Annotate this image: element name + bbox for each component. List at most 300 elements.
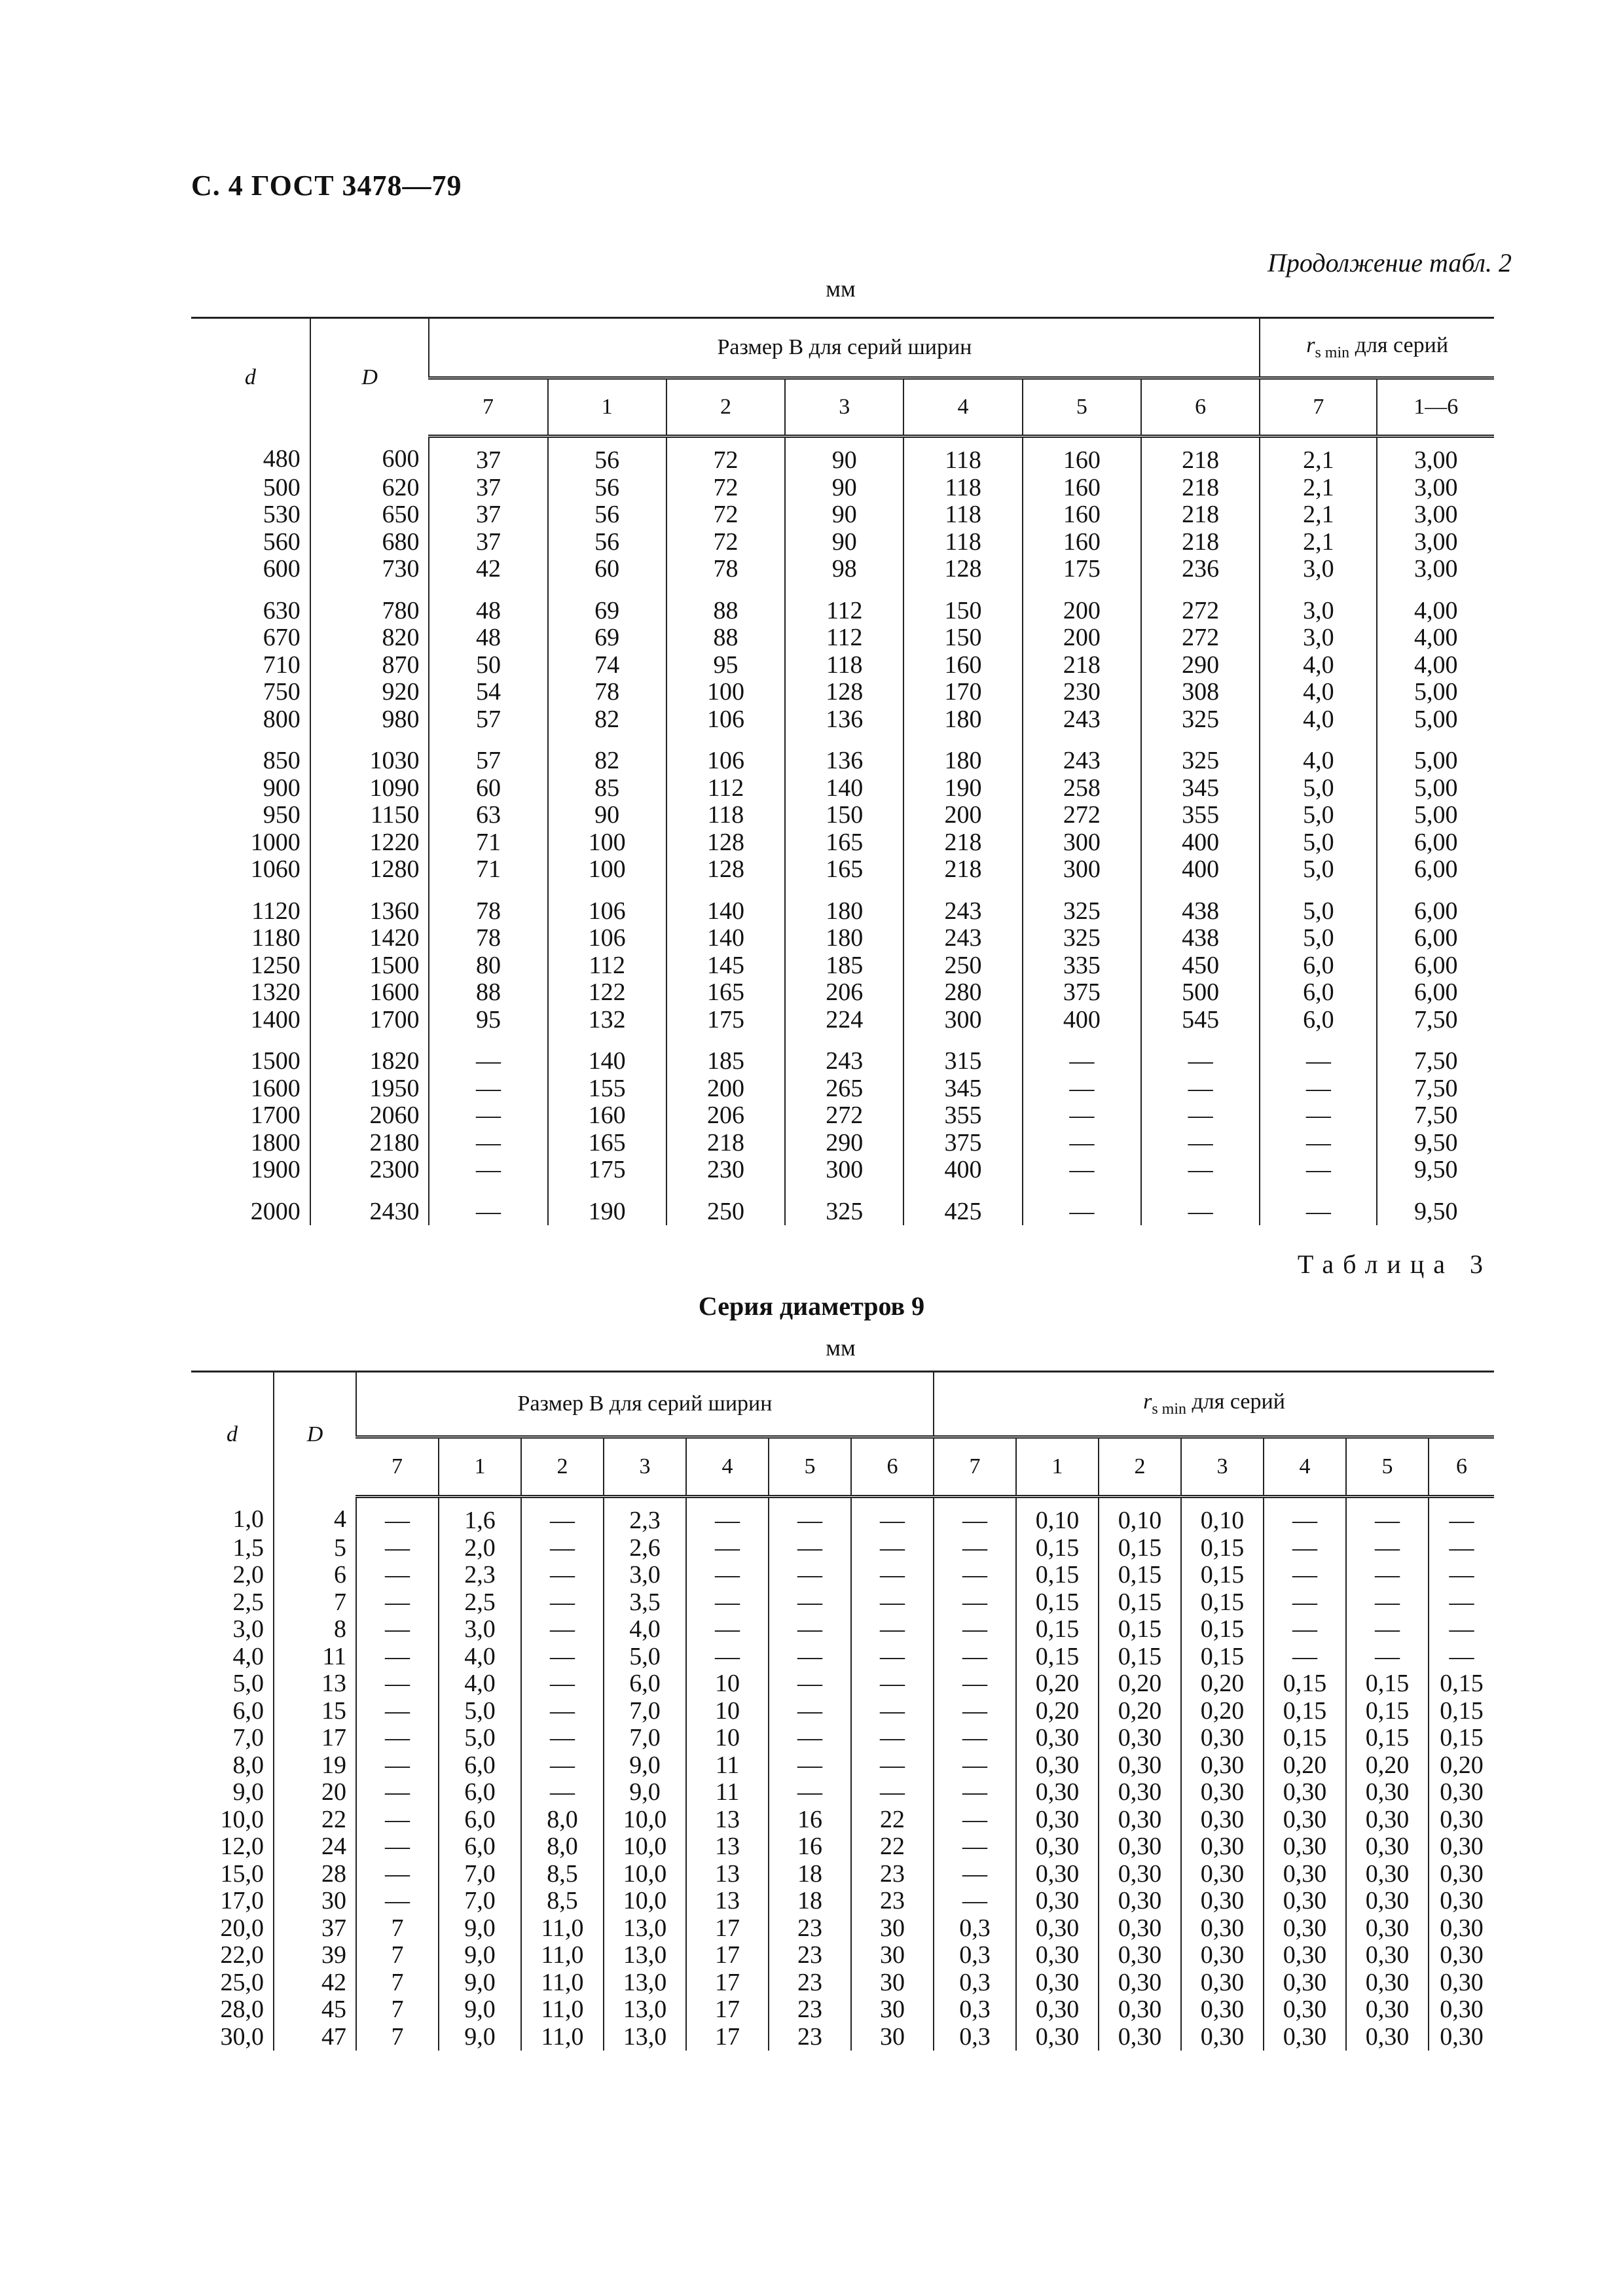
table-cell: 2000: [250, 1197, 301, 1225]
table-cell: —: [429, 1130, 547, 1157]
table-cell: 6,00: [1377, 952, 1494, 980]
table-cell: 0,30: [1181, 1833, 1264, 1861]
table-row: [191, 1033, 1494, 1075]
table-cell: 17: [686, 1942, 769, 1969]
table-cell: 4,00: [1377, 583, 1494, 625]
radius-series-6-header: 6: [1429, 1437, 1494, 1497]
table-cell: 0,30: [1264, 1996, 1346, 2024]
table-cell: 480: [263, 444, 301, 473]
table-cell: 0,20: [1429, 1752, 1494, 1780]
table-row: [191, 1861, 1494, 1888]
table-cell: 218: [1023, 652, 1141, 679]
table-cell: —: [521, 1752, 604, 1780]
table-cell: 82: [548, 706, 666, 734]
table-cell: 5,0: [1260, 856, 1377, 884]
table-cell: 0,30: [1099, 1833, 1181, 1861]
table-cell: 980: [310, 706, 429, 734]
table-cell: 37: [274, 1915, 356, 1943]
table-cell: 60: [548, 556, 666, 583]
table-cell: 106: [548, 884, 666, 925]
radius-series-2-header: 2: [1099, 1437, 1181, 1497]
table-cell: —: [769, 1752, 851, 1780]
table-cell: 11: [274, 1643, 356, 1671]
table-cell: 90: [785, 437, 903, 475]
radius-series-5-header: 5: [1346, 1437, 1429, 1497]
table-cell: 680: [310, 529, 429, 556]
width-series-5-header: 5: [1023, 378, 1141, 437]
table-cell: 1820: [310, 1033, 429, 1075]
table-cell: 0,30: [1181, 1996, 1264, 2024]
table-cell: 190: [903, 775, 1022, 802]
table-cell: —: [934, 1670, 1016, 1698]
table-cell: 13: [274, 1670, 356, 1698]
table-cell: —: [429, 1075, 547, 1103]
table-cell: —: [851, 1725, 934, 1752]
table-cell: 243: [903, 925, 1022, 952]
table-cell: 37: [429, 475, 547, 502]
table-cell: 1800: [250, 1128, 301, 1157]
table-cell: 4,0: [439, 1643, 521, 1671]
table-cell: —: [521, 1698, 604, 1725]
table-cell: —: [934, 1779, 1016, 1806]
table-cell: —: [769, 1616, 851, 1643]
table-cell: —: [934, 1497, 1016, 1535]
table-cell: —: [851, 1535, 934, 1562]
table-cell: 0,30: [1264, 1833, 1346, 1861]
r-suffix: для серий: [1349, 333, 1449, 357]
table-cell: 20,0: [220, 1914, 264, 1942]
table-row: [191, 1589, 1494, 1617]
table-cell: 0,30: [1099, 1996, 1181, 2024]
table-cell: 0,30: [1099, 1942, 1181, 1969]
table-cell: 1,5: [232, 1534, 264, 1562]
table-cell: 72: [666, 501, 785, 529]
table-cell: 0,15: [1099, 1643, 1181, 1671]
table-cell: 5,0: [604, 1643, 686, 1671]
radius-series-4-header: 4: [1264, 1437, 1346, 1497]
table-cell: —: [1429, 1616, 1494, 1643]
table-cell: —: [1141, 1157, 1260, 1184]
table-cell: 175: [1023, 556, 1141, 583]
table-cell: 12,0: [220, 1833, 264, 1860]
table-row: [191, 679, 1494, 706]
table-row: [191, 529, 1494, 556]
table-cell: 2,0: [232, 1561, 264, 1588]
table-cell: 0,30: [1264, 1915, 1346, 1943]
table-cell: 1120: [251, 897, 301, 925]
width-series-label: Размер B для серий ширин: [517, 1391, 773, 1416]
width-series-2-header: 2: [666, 378, 785, 437]
table-cell: —: [1346, 1562, 1429, 1589]
table-row: [191, 856, 1494, 884]
table-cell: 10,0: [604, 1861, 686, 1888]
table-cell: 0,30: [1016, 1752, 1099, 1780]
table-row: [191, 1725, 1494, 1752]
table-cell: 200: [1023, 624, 1141, 652]
table-cell: 128: [903, 556, 1022, 583]
table-cell: —: [521, 1497, 604, 1535]
table-cell: 1420: [310, 925, 429, 952]
table-cell: —: [769, 1643, 851, 1671]
table-cell: 13: [686, 1888, 769, 1915]
table-cell: —: [934, 1562, 1016, 1589]
table-cell: 6,00: [1377, 979, 1494, 1007]
table-row: [191, 1833, 1494, 1861]
table-cell: 1500: [250, 1047, 301, 1075]
table-cell: 0,30: [1429, 1969, 1494, 1997]
table-cell: 230: [666, 1157, 785, 1184]
table-cell: —: [1429, 1643, 1494, 1671]
table-cell: 10,0: [220, 1805, 264, 1833]
table-cell: 6,00: [1377, 925, 1494, 952]
table3-label: Таблица 3: [1297, 1249, 1492, 1279]
table-cell: 236: [1141, 556, 1260, 583]
table-cell: 6,00: [1377, 829, 1494, 857]
table-cell: 2,1: [1260, 529, 1377, 556]
table-cell: 920: [310, 679, 429, 706]
table-cell: 0,10: [1016, 1497, 1099, 1535]
table-cell: 10: [686, 1698, 769, 1725]
table-cell: 243: [903, 884, 1022, 925]
table-cell: 400: [903, 1157, 1022, 1184]
table-cell: 5,0: [439, 1698, 521, 1725]
table-cell: 17: [274, 1725, 356, 1752]
table-cell: 118: [903, 501, 1022, 529]
table-cell: 224: [785, 1007, 903, 1034]
table-cell: 243: [785, 1033, 903, 1075]
table-cell: 0,30: [1346, 1861, 1429, 1888]
table-cell: 0,30: [1346, 1833, 1429, 1861]
table-cell: 0,30: [1099, 1861, 1181, 1888]
table-cell: 7,50: [1377, 1007, 1494, 1034]
table-cell: 730: [310, 556, 429, 583]
table-cell: 150: [903, 583, 1022, 625]
table-cell: 24: [274, 1833, 356, 1861]
table-cell: —: [851, 1616, 934, 1643]
table-cell: 200: [666, 1075, 785, 1103]
table-cell: 438: [1141, 925, 1260, 952]
table-cell: 0,30: [1429, 1833, 1494, 1861]
table-cell: 56: [548, 529, 666, 556]
table-cell: 118: [903, 437, 1022, 475]
table-cell: 69: [548, 583, 666, 625]
table-cell: 16: [769, 1806, 851, 1834]
table-row: [191, 1616, 1494, 1643]
table-cell: —: [356, 1725, 439, 1752]
table-cell: 118: [666, 802, 785, 829]
table-cell: —: [356, 1752, 439, 1780]
table-cell: 9,0: [604, 1752, 686, 1780]
table-cell: 0,3: [934, 2024, 1016, 2051]
table-cell: 170: [903, 679, 1022, 706]
table-cell: 155: [548, 1075, 666, 1103]
table-cell: 128: [666, 829, 785, 857]
table-row: [191, 802, 1494, 829]
table-cell: —: [356, 1497, 439, 1535]
table-cell: 7: [356, 1996, 439, 2024]
width-series-4-header: 4: [686, 1437, 769, 1497]
table-cell: 0,20: [1181, 1698, 1264, 1725]
table-cell: 95: [429, 1007, 547, 1034]
table-cell: —: [521, 1643, 604, 1671]
table-cell: 545: [1141, 1007, 1260, 1034]
table-cell: 7: [356, 1969, 439, 1997]
table-cell: 1250: [250, 951, 301, 979]
table-cell: 82: [548, 733, 666, 775]
table-cell: 180: [903, 706, 1022, 734]
table-cell: 0,15: [1429, 1698, 1494, 1725]
table-cell: 1950: [310, 1075, 429, 1103]
table-cell: 0,10: [1181, 1497, 1264, 1535]
table-cell: 0,15: [1346, 1725, 1429, 1752]
table-cell: 7: [356, 1915, 439, 1943]
table-cell: 112: [785, 624, 903, 652]
table-cell: —: [851, 1779, 934, 1806]
table-cell: —: [429, 1184, 547, 1226]
table-cell: 4,0: [232, 1642, 264, 1670]
table-cell: 4,0: [1260, 679, 1377, 706]
table-cell: 13: [686, 1861, 769, 1888]
table-cell: 180: [903, 733, 1022, 775]
r-symbol: r: [1306, 333, 1315, 357]
table-cell: 37: [429, 437, 547, 475]
table-cell: 0,30: [1099, 1888, 1181, 1915]
table-cell: 0,30: [1346, 1888, 1429, 1915]
table-cell: 450: [1141, 952, 1260, 980]
table-cell: 355: [903, 1102, 1022, 1130]
table-cell: 2180: [310, 1130, 429, 1157]
table-cell: —: [1264, 1562, 1346, 1589]
table-cell: 8,0: [521, 1806, 604, 1834]
table-cell: 128: [666, 856, 785, 884]
table-cell: 1030: [310, 733, 429, 775]
col-header-d: d: [191, 318, 310, 437]
table-cell: 0,30: [1181, 1861, 1264, 1888]
table-cell: 11: [686, 1779, 769, 1806]
radius-series-3-header: 3: [1181, 1437, 1264, 1497]
table-cell: 3,0: [604, 1562, 686, 1589]
table-cell: 0,10: [1099, 1497, 1181, 1535]
table-cell: —: [686, 1535, 769, 1562]
table-cell: —: [934, 1535, 1016, 1562]
table-row: [191, 583, 1494, 625]
table-cell: 0,15: [1181, 1589, 1264, 1617]
table-cell: 160: [1023, 529, 1141, 556]
table-cell: 22: [274, 1806, 356, 1834]
table-cell: 9,50: [1377, 1157, 1494, 1184]
table-cell: 78: [429, 884, 547, 925]
table-cell: 0,20: [1016, 1698, 1099, 1725]
table-cell: —: [769, 1725, 851, 1752]
r-subscript: s min: [1315, 344, 1350, 361]
table-cell: 1400: [250, 1005, 301, 1033]
table-cell: 54: [429, 679, 547, 706]
table-cell: —: [1141, 1075, 1260, 1103]
width-series-4-header: 4: [903, 378, 1022, 437]
table-cell: —: [521, 1589, 604, 1617]
table-cell: 30,0: [220, 2022, 264, 2051]
table-row: [191, 1007, 1494, 1034]
table-cell: 0,15: [1016, 1562, 1099, 1589]
radius-series-1—6-header: 1—6: [1377, 378, 1494, 437]
table-cell: 90: [785, 475, 903, 502]
table-cell: 0,15: [1181, 1562, 1264, 1589]
table-cell: 0,30: [1099, 1779, 1181, 1806]
width-series-1-header: 1: [548, 378, 666, 437]
table-cell: 345: [903, 1075, 1022, 1103]
table-cell: 1320: [250, 978, 301, 1006]
table-row: [191, 556, 1494, 583]
table-cell: —: [1141, 1184, 1260, 1226]
table-cell: 185: [785, 952, 903, 980]
table-cell: 8,5: [521, 1861, 604, 1888]
table-cell: 4: [274, 1497, 356, 1535]
table-cell: 78: [548, 679, 666, 706]
table-cell: 6,0: [232, 1696, 264, 1725]
table-cell: 6,0: [1260, 952, 1377, 980]
table-cell: 185: [666, 1033, 785, 1075]
col-group-radius-series: [1260, 318, 1494, 378]
table-cell: 165: [666, 979, 785, 1007]
table-cell: 2,1: [1260, 437, 1377, 475]
table-cell: 345: [1141, 775, 1260, 802]
table-cell: 13: [686, 1806, 769, 1834]
table-cell: 2,6: [604, 1535, 686, 1562]
table-cell: 9,50: [1377, 1130, 1494, 1157]
col-group-width-series: [429, 318, 1260, 378]
table-row: [191, 979, 1494, 1007]
table-cell: 180: [785, 884, 903, 925]
table-cell: 9,50: [1377, 1184, 1494, 1226]
table-cell: —: [686, 1497, 769, 1535]
table-cell: 10: [686, 1725, 769, 1752]
table-cell: 1000: [250, 828, 301, 856]
table-cell: 30: [851, 1915, 934, 1943]
table-cell: 0,30: [1016, 1969, 1099, 1997]
table-cell: 250: [666, 1184, 785, 1226]
table-cell: 1360: [310, 884, 429, 925]
table-cell: 9,0: [604, 1779, 686, 1806]
table-cell: 175: [548, 1157, 666, 1184]
table-cell: 7,50: [1377, 1033, 1494, 1075]
table-cell: 5,00: [1377, 733, 1494, 775]
table-cell: —: [686, 1616, 769, 1643]
table-cell: 100: [548, 856, 666, 884]
table-cell: —: [769, 1497, 851, 1535]
table-cell: —: [851, 1670, 934, 1698]
table-cell: —: [934, 1752, 1016, 1780]
table-cell: 438: [1141, 884, 1260, 925]
table-cell: —: [356, 1562, 439, 1589]
table-cell: —: [1260, 1075, 1377, 1103]
table-row: [191, 775, 1494, 802]
table-cell: 4,0: [1260, 652, 1377, 679]
table3-unit: мм: [826, 1335, 856, 1361]
table-cell: —: [1264, 1643, 1346, 1671]
table-cell: 72: [666, 475, 785, 502]
table-cell: 265: [785, 1075, 903, 1103]
table3-title: Серия диаметров 9: [698, 1291, 925, 1321]
table-cell: 325: [785, 1184, 903, 1226]
table-cell: 47: [274, 2024, 356, 2051]
table-cell: 7,50: [1377, 1102, 1494, 1130]
table-cell: 315: [903, 1033, 1022, 1075]
table-cell: —: [356, 1806, 439, 1834]
table-cell: 25,0: [220, 1968, 264, 1996]
table-cell: 0,30: [1016, 1996, 1099, 2024]
table-cell: 95: [666, 652, 785, 679]
table-cell: 3,5: [604, 1589, 686, 1617]
table-cell: 1060: [250, 855, 301, 883]
table-cell: —: [934, 1589, 1016, 1617]
table-cell: 72: [666, 529, 785, 556]
table-cell: —: [934, 1806, 1016, 1834]
table-cell: 0,30: [1016, 1833, 1099, 1861]
table-cell: —: [1260, 1184, 1377, 1226]
table-row: [191, 1969, 1494, 1997]
table-cell: 243: [1023, 733, 1141, 775]
table-cell: —: [851, 1589, 934, 1617]
table-cell: 48: [429, 624, 547, 652]
table-cell: 5,00: [1377, 802, 1494, 829]
table-cell: 0,20: [1099, 1670, 1181, 1698]
table-cell: 0,30: [1429, 1779, 1494, 1806]
table-cell: —: [356, 1670, 439, 1698]
table-cell: 7,0: [232, 1724, 264, 1751]
table-cell: —: [356, 1861, 439, 1888]
table-cell: 218: [903, 829, 1022, 857]
table-cell: 0,3: [934, 1969, 1016, 1997]
table-cell: 7: [274, 1589, 356, 1617]
table-cell: 218: [1141, 529, 1260, 556]
table-row: [191, 624, 1494, 652]
table-cell: —: [429, 1033, 547, 1075]
table-cell: —: [934, 1888, 1016, 1915]
table-cell: 9,0: [439, 1942, 521, 1969]
table-cell: —: [1429, 1562, 1494, 1589]
table-cell: 37: [429, 529, 547, 556]
table2-unit: мм: [826, 276, 856, 302]
table-cell: —: [521, 1725, 604, 1752]
table-row: [191, 1184, 1494, 1226]
table3: [191, 1371, 1494, 2051]
table-cell: 0,20: [1016, 1670, 1099, 1698]
table-cell: 7,0: [604, 1698, 686, 1725]
col-header-D: D: [310, 318, 429, 437]
table-cell: 0,20: [1099, 1698, 1181, 1725]
table-cell: 1280: [310, 856, 429, 884]
table-row: [191, 1075, 1494, 1103]
table-row: [191, 1535, 1494, 1562]
table-cell: 5,0: [1260, 829, 1377, 857]
table-cell: —: [356, 1888, 439, 1915]
table-cell: 0,3: [934, 1915, 1016, 1943]
table-cell: 243: [1023, 706, 1141, 734]
table-cell: 106: [666, 706, 785, 734]
table-cell: 100: [666, 679, 785, 706]
table-cell: —: [1023, 1102, 1141, 1130]
table-cell: 23: [851, 1861, 934, 1888]
table-cell: —: [686, 1589, 769, 1617]
table-cell: 0,15: [1016, 1589, 1099, 1617]
table-cell: 0,30: [1429, 1861, 1494, 1888]
table-cell: 11,0: [521, 1969, 604, 1997]
table-cell: 112: [548, 952, 666, 980]
table-cell: 2,3: [439, 1562, 521, 1589]
table-cell: 670: [263, 624, 301, 651]
table-cell: 0,30: [1346, 1996, 1429, 2024]
table-cell: 2,5: [232, 1588, 264, 1616]
